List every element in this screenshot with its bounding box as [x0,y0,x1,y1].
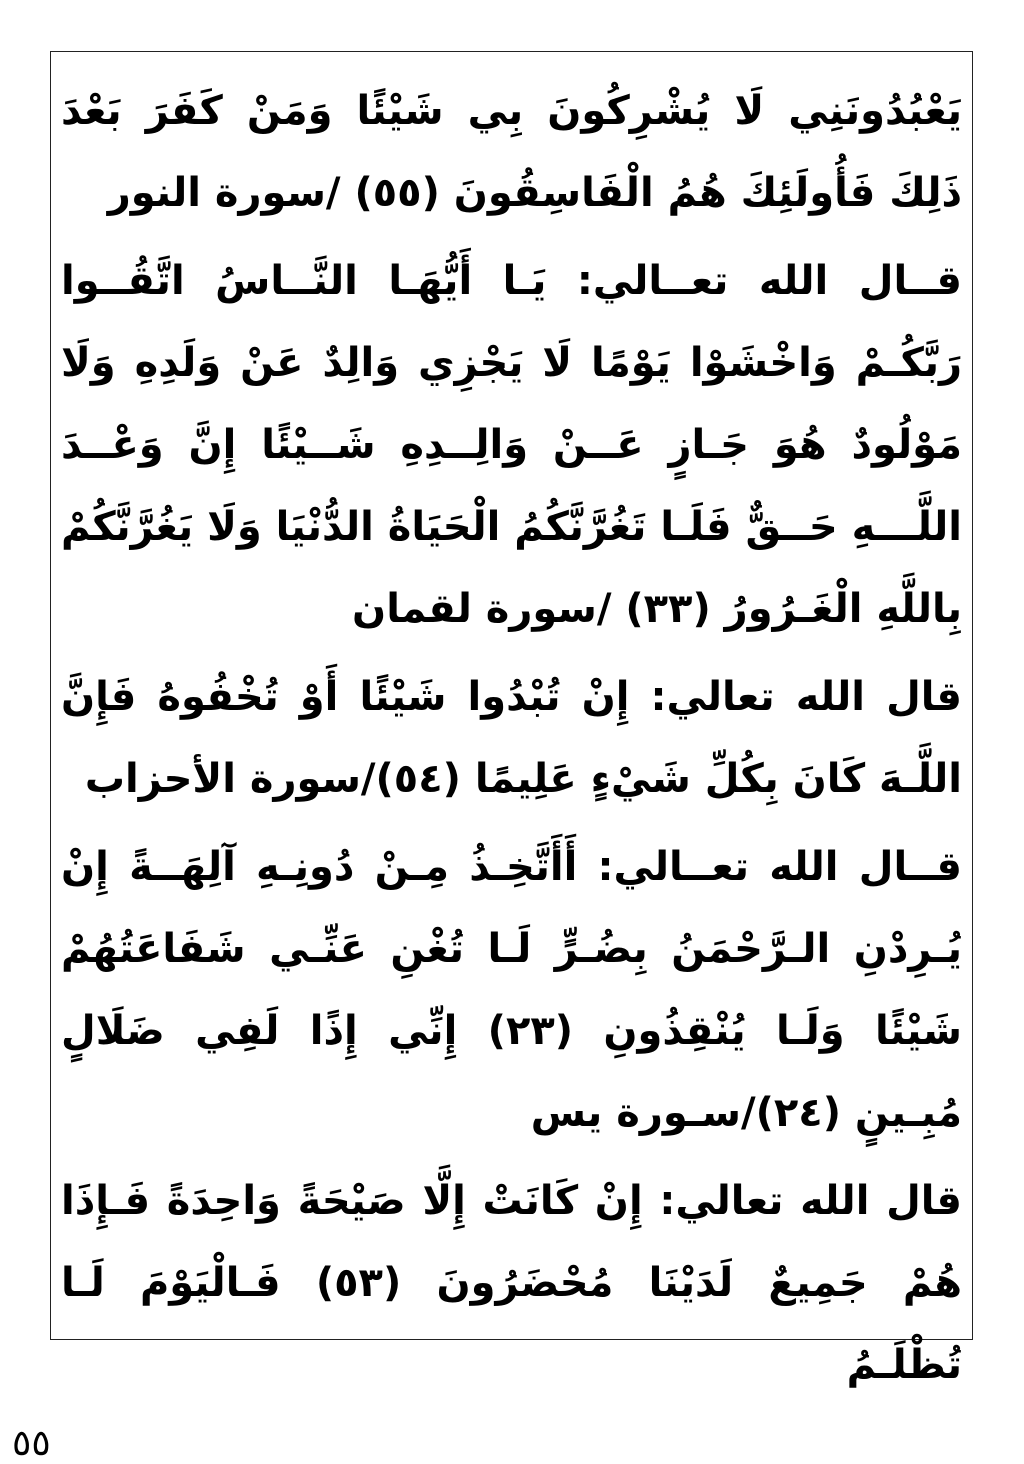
verse-paragraph-yasin-53: قال الله تعالي: إِنْ كَانَتْ إِلَّا صَيْحَةً وَاحِدَةً فَـإِذَا هُمْ جَمِيعٌ لَدَيْنَا مُحْضَرُونَ (٥٣) فَـالْيَوْمَ لَـا تُظْلَـمُ [61,1178,962,1388]
verses-body [51,52,972,1406]
verse-paragraph-surat-luqman: قــال الله تعــالي: يَـا أَيُّهَـا النَّــاسُ اتَّقُــوا رَبَّكُـمْ وَاخْشَوْا يَوْمًا لَا يَجْزِي وَالِدٌ عَنْ وَلَدِهِ وَلَا مَوْلُودٌ هُوَ جَـازٍ عَــنْ وَالِــدِهِ شَــيْئًا إِنَّ وَعْــدَ اللَّـــهِ حَــقٌّ فَلَـا تَغُرَّنَّكُمُ الْحَيَاةُ الدُّنْيَا وَلَا يَغُرَّنَّكُمْ بِاللَّهِ الْغَـرُورُ (٣٣) /سورة لقمان [61,258,962,632]
page-number: ٥٥ [12,1423,51,1464]
verse-paragraph-surat-an-nur: يَعْبُدُونَنِي لَا يُشْرِكُونَ بِي شَيْئًا وَمَنْ كَفَرَ بَعْدَ ذَلِكَ فَأُولَئِكَ هُمُ الْفَاسِقُونَ (٥٥) /سورة النور [61,88,962,216]
page-frame [50,51,973,1388]
verse-paragraph-surat-yasin: قــال الله تعــالي: أَأَتَّخِـذُ مِـنْ دُونِـهِ آلِهَــةً إِنْ يُـرِدْنِ الـرَّحْمَنُ بِضُـرٍّ لَـا تُغْنِ عَنِّـي شَفَاعَتُهُمْ شَيْئًا وَلَـا يُنْقِذُونِ (٢٣) إِنِّي إِذًا لَفِي ضَلَالٍ مُبِـينٍ (٢٤)/سـورة يس [61,844,963,1136]
verse-paragraph-surat-al-ahzab: قال الله تعالي: إِنْ تُبْدُوا شَيْئًا أَوْ تُخْفُوهُ فَإِنَّ اللَّـهَ كَانَ بِكُلِّ شَيْءٍ عَلِيمًا (٥٤)/سورة الأحزاب [61,674,962,802]
